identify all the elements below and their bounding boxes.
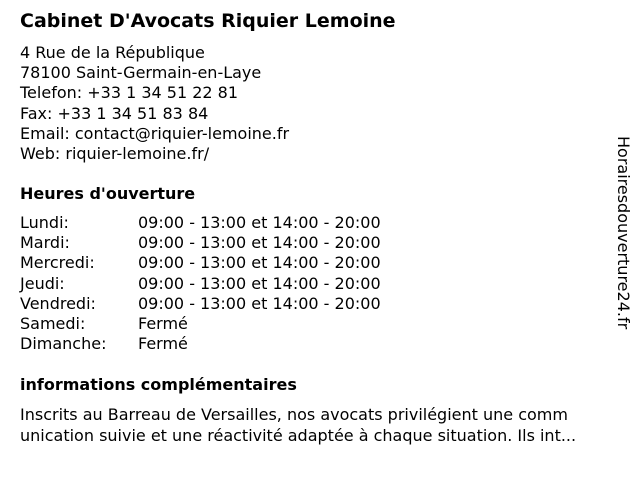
- day-label: Lundi:: [20, 213, 69, 232]
- day-label: Vendredi:: [20, 293, 96, 313]
- day-label: Jeudi:: [20, 273, 65, 293]
- day-hours: 09:00 - 13:00 et 14:00 - 20:00: [138, 233, 381, 253]
- email-address: Email: contact@riquier-lemoine.fr: [20, 123, 290, 143]
- info-line: unication suivie et une réactivité adaptée à chaque situation. Ils int...: [20, 426, 577, 445]
- opening-hours-table: [20, 213, 440, 354]
- day-label: Samedi:: [20, 313, 86, 333]
- fax-number: Fax: +33 1 34 51 83 84: [20, 103, 209, 123]
- hours-row-friday: [20, 294, 440, 314]
- site-watermark: Horairesdouverture24.fr: [614, 136, 633, 330]
- business-name: Cabinet D'Avocats Riquier Lemoine: [20, 10, 396, 32]
- day-label: Mardi:: [20, 233, 70, 253]
- address-street: 4 Rue de la République: [20, 43, 205, 62]
- day-hours: Fermé: [138, 334, 188, 354]
- day-label: Dimanche:: [20, 334, 107, 354]
- hours-row-thursday: [20, 274, 440, 294]
- hours-row-wednesday: [20, 253, 440, 273]
- info-line: Inscrits au Barreau de Versailles, nos avocats privilégient une comm: [20, 405, 568, 424]
- opening-hours-title: Heures d'ouverture: [20, 184, 196, 203]
- hours-row-sunday: [20, 334, 440, 354]
- hours-row-saturday: [20, 314, 440, 334]
- hours-row-monday: [20, 213, 440, 233]
- day-label: Mercredi:: [20, 253, 95, 273]
- day-hours: Fermé: [138, 313, 188, 333]
- day-hours: 09:00 - 13:00 et 14:00 - 20:00: [138, 213, 381, 232]
- additional-info-text: [20, 404, 628, 446]
- day-hours: 09:00 - 13:00 et 14:00 - 20:00: [138, 273, 381, 293]
- address-city: 78100 Saint-Germain-en-Laye: [20, 63, 262, 83]
- day-hours: 09:00 - 13:00 et 14:00 - 20:00: [138, 253, 381, 273]
- additional-info-title: informations complémentaires: [20, 375, 297, 394]
- contact-block: [20, 43, 289, 164]
- phone-number: Telefon: +33 1 34 51 22 81: [20, 83, 239, 103]
- day-hours: 09:00 - 13:00 et 14:00 - 20:00: [138, 293, 381, 313]
- hours-row-tuesday: [20, 233, 440, 253]
- website: Web: riquier-lemoine.fr/: [20, 144, 210, 164]
